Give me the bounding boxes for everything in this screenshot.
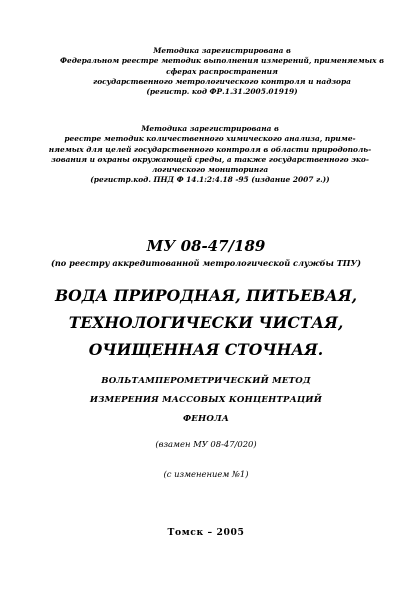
title-line: ОЧИЩЕННАЯ СТОЧНАЯ. [88, 340, 324, 359]
registry-code-line: (регистр.код. ПНД Ф 14.1:2:4.18 -95 (издание 2007 г.)) [90, 175, 330, 185]
registry-code-line: (регистр. код ФР.1.31.2005.01919) [146, 87, 298, 97]
method-line: ФЕНОЛА [182, 414, 230, 424]
chemical-analysis-registry-notice [36, 124, 384, 186]
document-code: МУ 08-47/189 [146, 237, 266, 255]
registry-notice-line: реестре методик количественного химического анализа, приме- [64, 134, 356, 144]
title-line: ТЕХНОЛОГИЧЕСКИ ЧИСТАЯ, [68, 313, 344, 332]
method-line: ИЗМЕРЕНИЯ МАССОВЫХ КОНЦЕНТРАЦИЙ [89, 395, 323, 405]
registry-notice-line: сферах распространения [166, 66, 278, 76]
federal-registry-notice [60, 46, 384, 97]
replaces-note: (взамен МУ 08-47/020) [155, 439, 257, 449]
title-line: ВОДА ПРИРОДНАЯ, ПИТЬЕВАЯ, [54, 286, 358, 305]
registry-notice-line: государственного метрологического контроля и надзора [93, 76, 351, 86]
method-subtitle [0, 372, 412, 429]
registry-notice-line: Методика зарегистрирована в [141, 124, 279, 133]
amendment-note: (с изменением №1) [163, 469, 249, 479]
registry-notice-line: Федеральном реестре методик выполнения измерений, применяемых в [60, 56, 384, 66]
method-line: ВОЛЬТАМПЕРОМЕТРИЧЕСКИЙ МЕТОД [101, 376, 311, 386]
city-year: Томск – 2005 [167, 527, 245, 538]
document-title [0, 282, 412, 363]
accreditation-note: (по реестру аккредитованной метрологической службы ТПУ) [50, 258, 362, 268]
registry-notice-line: няемых для целей государственного контроля в области природополь- [48, 144, 372, 154]
registry-notice-line: логического мониторинга [151, 165, 269, 175]
registry-notice-line: зования и охраны окружающей среды, а также государственного эко- [51, 154, 369, 164]
registry-notice-line: Методика зарегистрирована в [153, 46, 291, 55]
